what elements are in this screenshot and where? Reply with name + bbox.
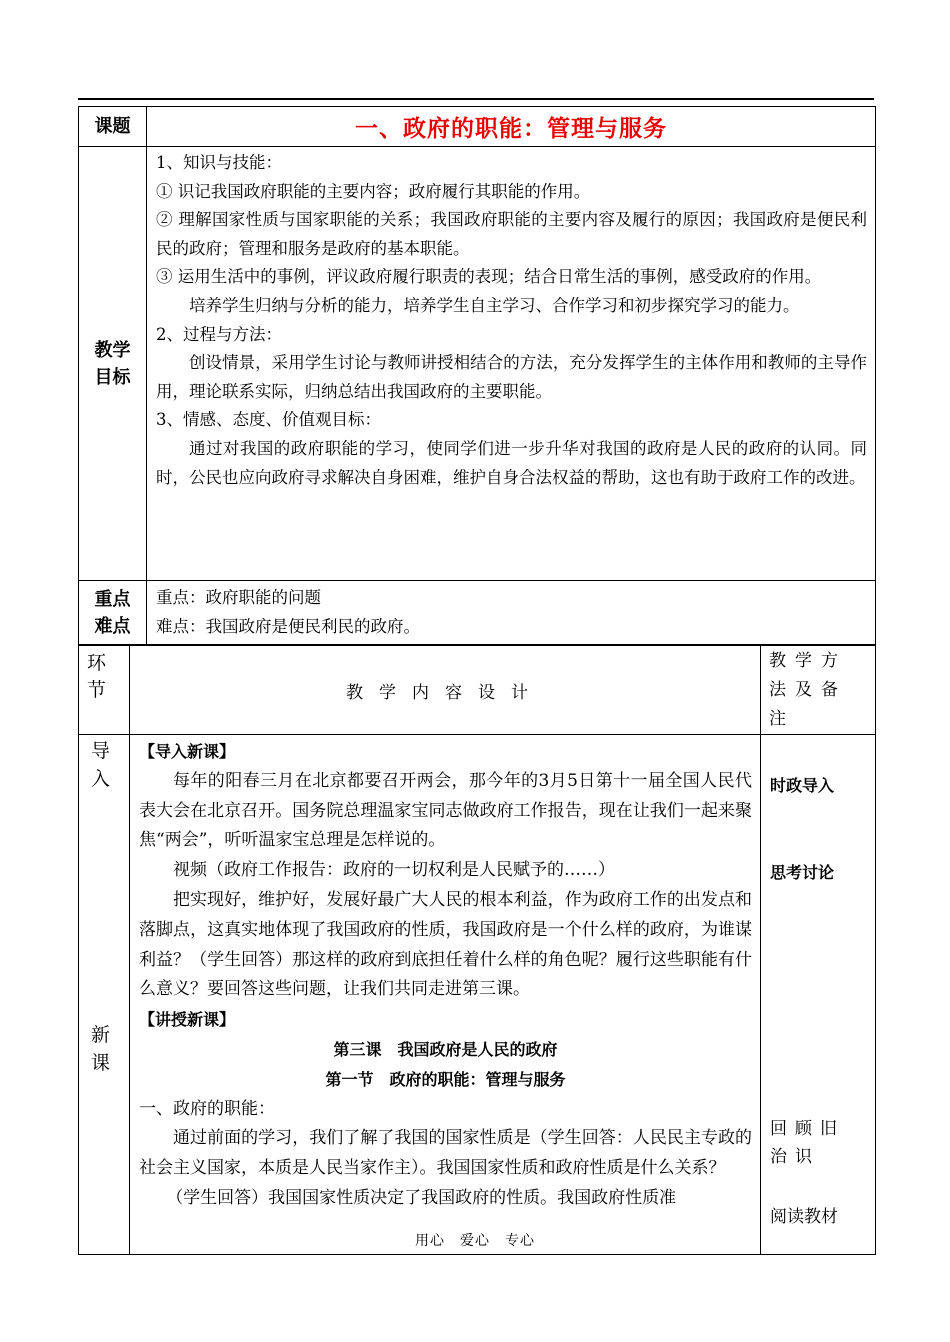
design-body-row xyxy=(79,735,876,1255)
topic-label: 课题 xyxy=(79,107,147,147)
keypoints-label xyxy=(79,581,147,645)
objective-para: ② 理解国家性质与国家职能的关系；我国政府职能的主要内容及履行的原因；我国政府是便民利民的政府；管理和服务是政府的基本职能。 xyxy=(156,210,867,258)
header-rule xyxy=(78,98,874,100)
design-header-row xyxy=(79,646,876,735)
part-paragraph: 通过前面的学习，我们了解了我国的国家性质是（学生回答：人民民主专政的社会主义国家，本质是人民当家作主）。我国国家性质和政府性质是什么关系？ xyxy=(139,1128,752,1179)
objective-para: 创设情景，采用学生讨论与教师讲授相结合的方法，充分发挥学生的主体作用和教师的主导作用，理论联系实际，归纳总结出我国政府的主要职能。 xyxy=(156,353,867,401)
objective-para: 培养学生归纳与分析的能力，培养学生自主学习、合作学习和初步探究学习的能力。 xyxy=(189,295,800,315)
design-table xyxy=(78,645,876,1255)
note-reading: 阅读教材 xyxy=(770,1207,838,1227)
part-paragraph: （学生回答）我国国家性质决定了我国政府的性质。我国政府性质准 xyxy=(166,1187,677,1208)
intro-paragraph: 每年的阳春三月在北京都要召开两会，那今年的3月5日第十一届全国人民代表大会在北京召开。国务院总理温家宝同志做政府工作报告，现在让我们一起来聚焦“两会”，听听温家宝总理是怎样说的。 xyxy=(139,770,752,851)
objective-para: 1、知识与技能： xyxy=(156,153,282,172)
notes-column xyxy=(761,735,876,1255)
notes-header xyxy=(761,646,876,735)
note-current-affairs: 时政导入 xyxy=(770,776,835,795)
lesson-info-table xyxy=(78,106,876,645)
design-content xyxy=(130,735,761,1255)
page-footer: 用心 爱心 专心 xyxy=(415,1233,535,1249)
intro-paragraph: 把实现好，维护好，发展好最广大人民的根本利益，作为政府工作的出发点和落脚点，这真实地体现了我国政府的性质，我国政府是一个什么样的政府，为谁谋利益？（学生回答）那这样的政府到底担任着什么样的角色呢？履行这些职能有什么意义？要回答这些问题，让我们共同走进第三课。 xyxy=(139,889,752,1000)
note-review: 回顾旧治识 xyxy=(770,1119,845,1167)
objective-para: ③ 运用生活中的事例，评议政府履行职责的表现；结合日常生活的事例，感受政府的作用。 xyxy=(156,267,822,287)
note-discussion: 思考讨论 xyxy=(770,863,835,882)
lesson-chapter-title: 第三课 我国政府是人民的政府 xyxy=(333,1039,558,1059)
objectives-row xyxy=(79,147,876,581)
lesson-title: 一、政府的职能：管理与服务 xyxy=(147,107,876,147)
keypoints-label-text: 重点难点 xyxy=(94,588,131,637)
stage-intro: 导入 xyxy=(91,740,111,790)
focus-point: 重点：政府职能的问题 xyxy=(156,587,321,607)
keypoints-row xyxy=(79,581,876,645)
lesson-section-title: 第一节 政府的职能：管理与服务 xyxy=(325,1069,566,1089)
stage-new: 新课 xyxy=(91,1024,111,1074)
notes-header-text: 教学方法及备注 xyxy=(769,651,847,729)
objective-para: 3、情感、态度、价值观目标： xyxy=(156,410,381,430)
objective-para: 2、过程与方法： xyxy=(156,324,282,344)
content-header: 教学内容设计 xyxy=(130,646,761,735)
objectives-label xyxy=(79,147,147,581)
stage-header-text: 环节 xyxy=(87,652,107,701)
difficulty-point: 难点：我国政府是便民利民的政府。 xyxy=(156,616,420,636)
objective-para: 通过对我国的政府职能的学习，使同学们进一步升华对我国的政府是人民的政府的认同。同时，公民也应向政府寻求解决自身困难，维护自身合法权益的帮助，这也有助于政府工作的改进。 xyxy=(156,438,867,487)
topic-row xyxy=(79,107,876,147)
objective-para: ① 识记我国政府职能的主要内容；政府履行其职能的作用。 xyxy=(156,181,591,201)
objectives-label-text: 教学目标 xyxy=(94,339,131,388)
stage-header xyxy=(79,646,130,735)
stage-column xyxy=(79,735,130,1255)
part-heading: 一、政府的职能： xyxy=(139,1098,275,1119)
objectives-body xyxy=(147,147,876,581)
new-lesson-heading: 【讲授新课】 xyxy=(139,1010,236,1030)
keypoints-body xyxy=(147,581,876,645)
intro-heading: 【导入新课】 xyxy=(139,742,236,761)
intro-paragraph: 视频（政府工作报告：政府的一切权利是人民赋予的……） xyxy=(173,860,615,881)
